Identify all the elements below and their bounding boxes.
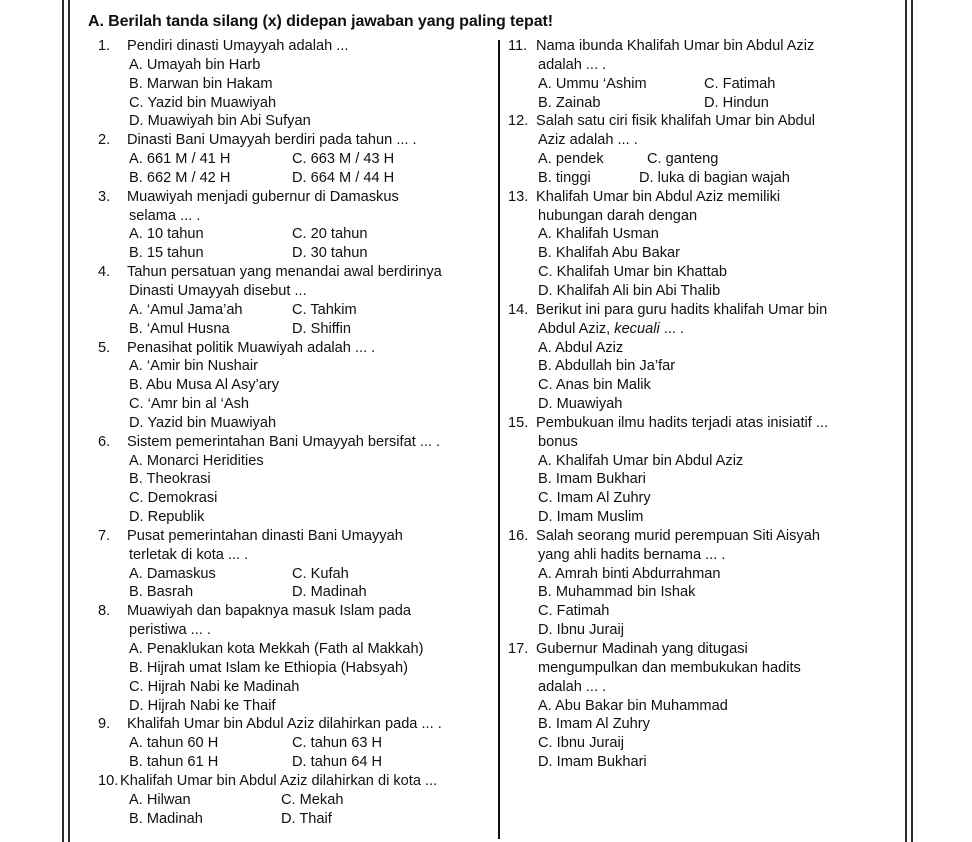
question-3: 3. Muawiyah menjadi gubernur di Damaskus — [98, 188, 399, 205]
question-16: 16. Salah seorang murid perempuan Siti Aisyah — [508, 527, 820, 544]
option[interactable]: D. Imam Muslim — [538, 509, 644, 526]
option[interactable]: A. Khalifah Usman — [538, 226, 659, 243]
emphasis-kecuali: kecuali — [614, 320, 660, 337]
option[interactable]: C. Demokrasi — [129, 490, 218, 507]
option[interactable]: A. Khalifah Umar bin Abdul Aziz — [538, 452, 744, 469]
option[interactable]: B. Madinah — [129, 810, 203, 827]
option[interactable]: D. Madinah — [292, 584, 367, 601]
option[interactable]: B. Zainab — [538, 94, 601, 111]
option[interactable]: A. ‘Amir bin Nushair — [129, 358, 258, 375]
question-12: 12. Salah satu ciri fisik khalifah Umar bin Abdul — [508, 113, 816, 130]
option[interactable]: D. tahun 64 H — [292, 754, 383, 771]
option[interactable]: D. Imam Bukhari — [538, 754, 647, 771]
option[interactable]: B. 662 M / 42 H — [129, 169, 231, 186]
option[interactable]: D. Khalifah Ali bin Abi Thalib — [538, 282, 721, 299]
option[interactable]: A. Umayah bin Harb — [129, 56, 261, 73]
option[interactable]: B. Imam Al Zuhry — [538, 716, 650, 733]
question-13: 13. Khalifah Umar bin Abdul Aziz memiliki — [508, 188, 781, 205]
option[interactable]: B. tinggi — [538, 169, 591, 186]
option[interactable]: D. Muawiyah bin Abi Sufyan — [129, 113, 311, 130]
option[interactable]: C. Yazid bin Muawiyah — [129, 94, 277, 111]
option[interactable]: B. Muhammad bin Ishak — [538, 584, 696, 601]
option[interactable]: A. Amrah binti Abdurrahman — [538, 565, 721, 582]
option[interactable]: B. Theokrasi — [129, 471, 211, 488]
page-border-left-outer — [62, 0, 64, 842]
option[interactable]: D. Hindun — [704, 94, 769, 111]
option[interactable]: C. Fatimah — [704, 75, 776, 92]
option[interactable]: B. tahun 61 H — [129, 754, 219, 771]
option[interactable]: D. luka di bagian wajah — [639, 169, 790, 186]
left-column: 1. Pendiri dinasti Umayyah adalah ... A. Umayah bin Harb B. Marwan bin Hakam C. Yazid bin Muawiyah D. Muawiyah bin Abi Sufyan 2. Dinasti Bani Umayyah berdiri pada tahun ... . A. 661 M / 41 H C. 663 M / 43 H B. 662 M / 42 H D. 664 M / 44 H 3. Muawiyah menjadi gubernur di Damaskus selama ... . A. 10 tahun C. 20 tahun B. 15 tahun D. 30 tahun 4. Tahun persatuan yang menandai awal berdirinya Dinasti Umayyah disebut ... A. ‘Amul Jama’ah C. Tahkim B. ‘Amul Husna D. Shiffin 5. Penasihat politik Muawiyah adalah ... . A. ‘Amir bin Nushair B. Abu Musa Al Asy’ary C. ‘Amr bin al ‘Ash D. Yazid bin Muawiyah 6. Sistem pemerintahan Bani Umayyah bersifat ... . A. Monarci Heridities B. Theokrasi C. Demokrasi D. Republik 7. Pusat pemerintahan dinasti Bani Umayyah terletak di kota ... . A. Damaskus C. Kufah B. Basrah D. Madinah 8. Muawiyah dan bapaknya masuk Islam pada peristiwa ... . A. Penaklukan kota Mekkah (Fath al Makkah) B. Hijrah umat Islam ke Ethiopia (Habsyah) C. Hijrah Nabi ke Madinah D. Hijrah Nabi ke Thaif 9. Khalifah Umar bin Abdul Aziz dilahirkan pada ... . A. tahun 60 H C. tahun 63 H B. tahun 61 H D. tahun 64 H 10. Khalifah Umar bin Abdul Aziz dilahirkan di kota ... A. Hilwan C. Mekah B. Madinah D. Thaif — [98, 37, 494, 828]
page-border-left-inner — [68, 0, 70, 842]
option[interactable]: C. Mekah — [281, 791, 344, 808]
question-1: 1. Pendiri dinasti Umayyah adalah ... — [98, 38, 349, 54]
option[interactable]: D. 664 M / 44 H — [292, 169, 395, 186]
option[interactable]: B. Basrah — [129, 584, 194, 601]
question-17: 17. Gubernur Madinah yang ditugasi — [508, 641, 748, 657]
option[interactable]: C. ganteng — [647, 151, 719, 168]
option[interactable]: A. Abdul Aziz — [538, 339, 624, 356]
option[interactable]: A. Penaklukan kota Mekkah (Fath al Makkah) — [129, 641, 424, 657]
option[interactable]: D. Ibnu Juraij — [538, 622, 624, 639]
option[interactable]: C. Anas bin Malik — [538, 377, 651, 394]
option[interactable]: A. ‘Amul Jama’ah — [129, 301, 243, 318]
option[interactable]: C. tahun 63 H — [292, 735, 383, 752]
option[interactable]: D. Muawiyah — [538, 396, 623, 413]
option[interactable]: C. Tahkim — [292, 301, 357, 318]
option[interactable]: D. Republik — [129, 509, 205, 526]
option[interactable]: C. ‘Amr bin al ‘Ash — [129, 396, 250, 413]
question-6: 6. Sistem pemerintahan Bani Umayyah bersifat ... . — [98, 433, 441, 450]
option[interactable]: D. 30 tahun — [292, 245, 368, 262]
option[interactable]: B. 15 tahun — [129, 245, 204, 262]
option[interactable]: A. 10 tahun — [129, 226, 204, 243]
option[interactable]: C. 663 M / 43 H — [292, 151, 395, 168]
option[interactable]: A. 661 M / 41 H — [129, 151, 231, 168]
question-4: 4. Tahun persatuan yang menandai awal berdirinya — [98, 264, 442, 281]
option[interactable]: A. Damaskus — [129, 565, 216, 582]
question-10: 10. Khalifah Umar bin Abdul Aziz dilahirkan di kota ... — [98, 772, 438, 789]
option[interactable]: C. Imam Al Zuhry — [538, 490, 651, 507]
option[interactable]: B. ‘Amul Husna — [129, 320, 230, 337]
option[interactable]: D. Yazid bin Muawiyah — [129, 414, 277, 431]
column-divider — [498, 40, 500, 839]
option[interactable]: C. Hijrah Nabi ke Madinah — [129, 678, 300, 695]
right-column: 11. Nama ibunda Khalifah Umar bin Abdul Aziz adalah ... . A. Ummu ‘Ashim C. Fatimah B. Zainab D. Hindun 12. Salah satu ciri fisik khalifah Umar bin Abdul Aziz adalah ... . A. pendek C. ganteng B. tinggi D. luka di bagian wajah 13. Khalifah Umar bin Abdul Aziz memiliki hubungan darah dengan A. Khalifah Usman B. Khalifah Abu Bakar C. Khalifah Umar bin Khattab D. Khalifah Ali bin Abi Thalib 14. Berikut ini para guru hadits khalifah Umar bin Abdul Aziz, kecuali ... . A. Abdul Aziz B. Abdullah bin Ja’far C. Anas bin Malik D. Muawiyah 15. Pembukuan ilmu hadits terjadi atas inisiatif ... bonus A. Khalifah Umar bin Abdul Aziz B. Imam Bukhari C. Imam Al Zuhry D. Imam Muslim 16. Salah seorang murid perempuan Siti Aisyah yang ahli hadits bernama ... . A. Amrah binti Abdurrahman B. Muhammad bin Ishak C. Fatimah D. Ibnu Juraij 17. Gubernur Madinah yang ditugasi mengumpulkan dan membukukan hadits adalah ... . A. Abu Bakar bin Muhammad B. Imam Al Zuhry C. Ibnu Juraij D. Imam Bukhari — [508, 37, 960, 772]
question-9: 9. Khalifah Umar bin Abdul Aziz dilahirkan pada ... . — [98, 716, 442, 733]
option[interactable]: A. pendek — [538, 151, 604, 168]
question-14: 14. Berikut ini para guru hadits khalifah Umar bin — [508, 301, 828, 318]
question-15: 15. Pembukuan ilmu hadits terjadi atas inisiatif ... — [508, 414, 829, 431]
option[interactable]: A. Hilwan — [129, 791, 191, 808]
section-heading: A. Berilah tanda silang (x) didepan jawaban yang paling tepat! — [88, 13, 553, 30]
option[interactable]: A. tahun 60 H — [129, 735, 219, 752]
option[interactable]: C. Khalifah Umar bin Khattab — [538, 264, 728, 281]
question-8: 8. Muawiyah dan bapaknya masuk Islam pada — [98, 603, 411, 620]
option[interactable]: B. Hijrah umat Islam ke Ethiopia (Habsyah) — [129, 659, 409, 676]
option[interactable]: D. Shiffin — [292, 320, 351, 337]
option[interactable]: B. Khalifah Abu Bakar — [538, 245, 680, 262]
option[interactable]: A. Abu Bakar bin Muhammad — [538, 697, 728, 714]
option[interactable]: B. Imam Bukhari — [538, 471, 646, 488]
option[interactable]: C. Ibnu Juraij — [538, 735, 624, 752]
option[interactable]: C. Kufah — [292, 565, 349, 582]
option[interactable]: B. Abu Musa Al Asy’ary — [129, 377, 280, 394]
option[interactable]: D. Thaif — [281, 810, 332, 827]
question-11: 11. Nama ibunda Khalifah Umar bin Abdul Aziz — [508, 38, 815, 54]
option[interactable]: B. Marwan bin Hakam — [129, 75, 273, 92]
option[interactable]: B. Abdullah bin Ja’far — [538, 358, 676, 375]
question-7: 7. Pusat pemerintahan dinasti Bani Umayyah — [98, 527, 403, 544]
question-2: 2. Dinasti Bani Umayyah berdiri pada tahun ... . — [98, 132, 417, 149]
option[interactable]: C. 20 tahun — [292, 226, 368, 243]
option[interactable]: A. Monarci Heridities — [129, 452, 264, 469]
option[interactable]: D. Hijrah Nabi ke Thaif — [129, 697, 276, 714]
option[interactable]: C. Fatimah — [538, 603, 610, 620]
question-5: 5. Penasihat politik Muawiyah adalah ... . — [98, 339, 376, 356]
option[interactable]: A. Ummu ‘Ashim — [538, 75, 647, 92]
